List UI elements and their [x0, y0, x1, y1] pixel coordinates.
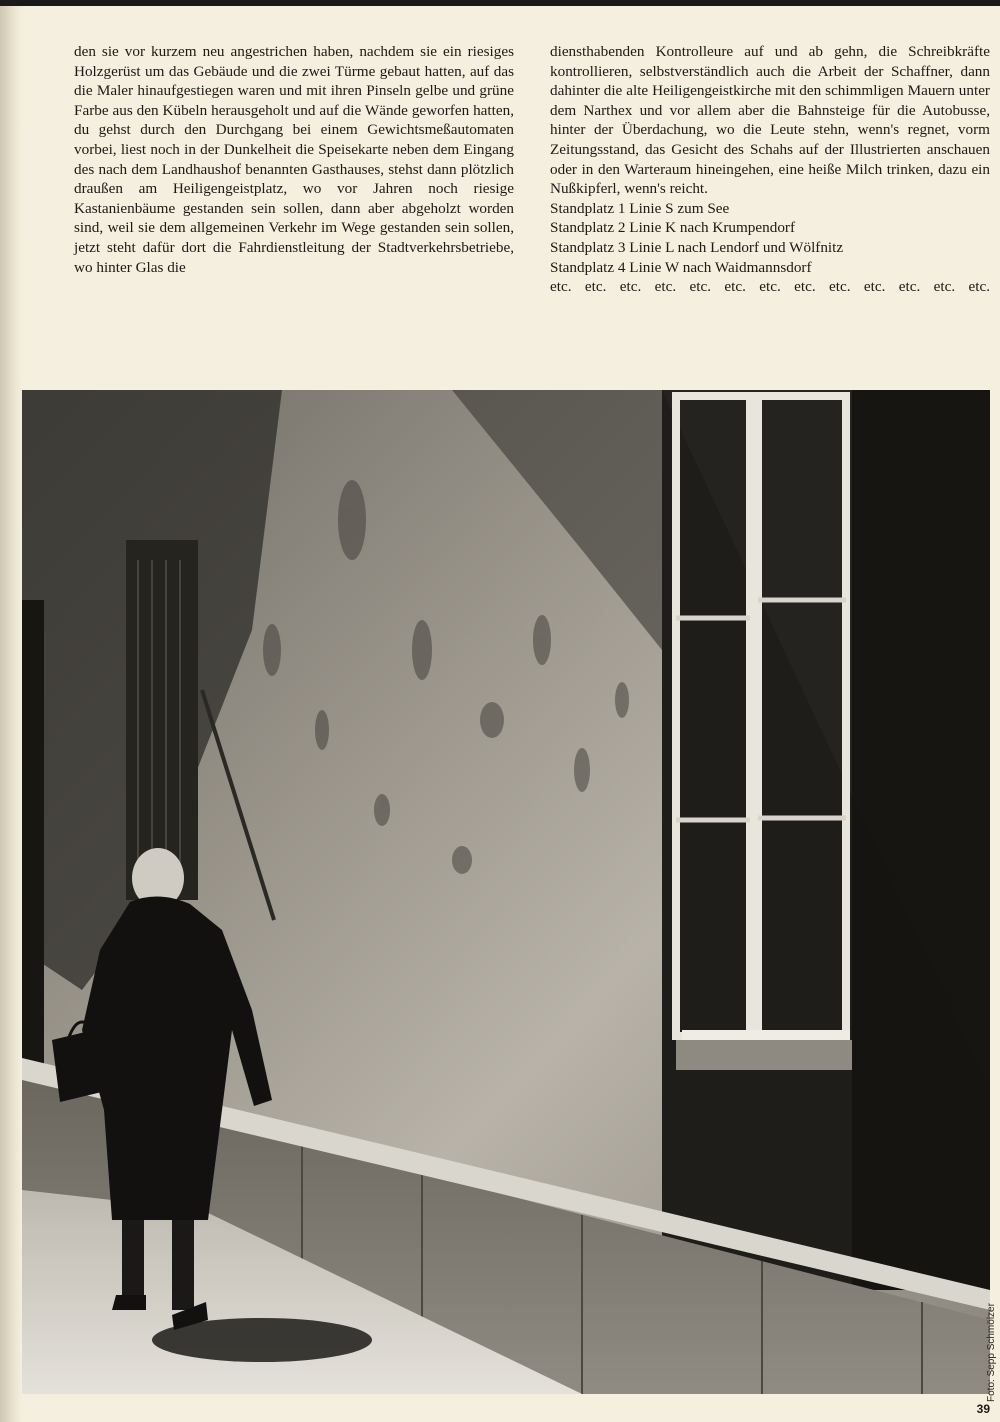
street-photograph	[22, 390, 990, 1394]
photo-credit-text: Foto: Sepp Schmölzer	[986, 1303, 997, 1402]
stop-line-4: Standplatz 4 Linie W nach Waidmannsdorf	[550, 258, 812, 276]
etc-line: etc. etc. etc. etc. etc. etc. etc. etc. etc. etc. etc. etc. etc.	[550, 278, 990, 296]
photo-credit	[986, 1262, 1000, 1402]
stop-line-3: Standplatz 3 Linie L nach Lendorf und Wölfnitz	[550, 238, 844, 256]
text-column-right	[550, 42, 990, 297]
page-top-edge	[0, 0, 1000, 6]
text-column-left	[74, 42, 514, 277]
paragraph-left: den sie vor kurzem neu angestrichen haben, nachdem sie ein riesiges Holzgerüst um das Gebäude und die zwei Türme gebaut hatten, auf das die Maler hinaufgestiegen waren und mit ihren Pinseln gelbe und grüne Farbe aus den Kübeln herausgeholt und auf die Wände geworfen hatten, du gehst durch den Durchgang bei einem Gewichtsmeßautomaten vorbei, liest noch in der Dunkelheit die Speisekarte neben dem Eingang des nach dem Landhaushof benannten Gasthauses, stehst dann plötzlich draußen am Heiligengeistplatz, wo vor Jahren noch riesige Kastanienbäume gestanden sein sollen, dann aber abgeholzt worden sind, weil sie dem allgemeinen Verkehr im Wege gestanden sein sollen, jetzt steht dafür dort die Fahrdienstleitung der Stadtverkehrsbetriebe, wo hinter Glas die	[74, 43, 514, 276]
paragraph-right: diensthabenden Kontrolleure auf und ab gehn, die Schreibkräfte kontrollieren, selbstverständlich auch die Arbeit der Schaffner, dann dahinter die alte Heiligengeistkirche mit den schimmligen Mauern unter dem Narthex und vor allem aber die Bahnsteige für die Autobusse, hinter der Überdachung, wo die Leute stehn, wenn's regnet, vorm Zeitungsstand, das Gesicht des Schahs auf der Illustrierten anschauen oder in den Warteraum hineingehen, eine heiße Milch trinken, dazu ein Nußkipferl, wenn's reicht.	[550, 43, 990, 198]
stop-line-1: Standplatz 1 Linie S zum See	[550, 199, 730, 217]
binding-gutter	[0, 6, 22, 1422]
stop-line-2: Standplatz 2 Linie K nach Krumpendorf	[550, 219, 796, 237]
page-number: 39	[976, 1402, 990, 1416]
